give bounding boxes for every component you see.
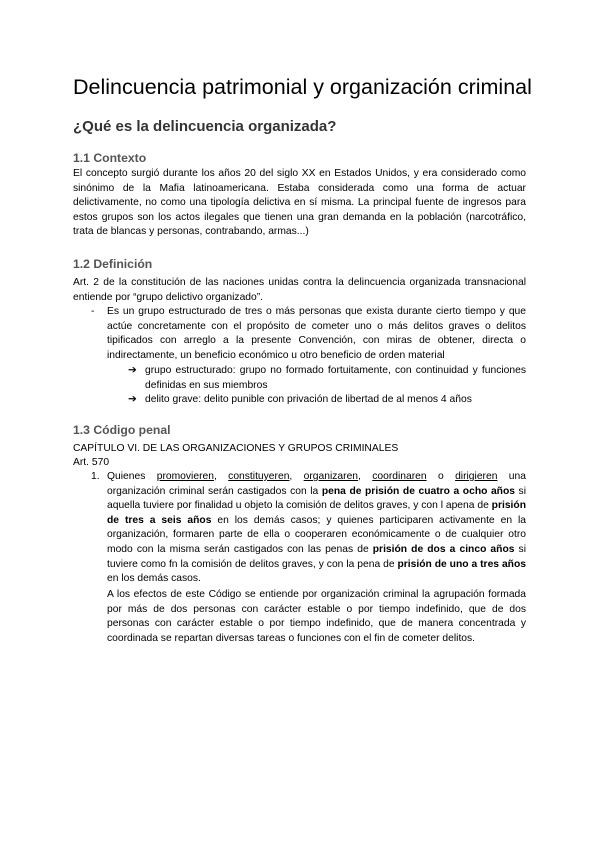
arrow-bullet-icon: ➔ bbox=[128, 394, 137, 405]
context-paragraph: El concepto surgió durante los años 20 del siglo XX en Estados Unidos, y era considerado como sinónimo de la Mafia latinoamericana. Estaba considerada como una forma de actuar delictivamente, no como una tipología delictiva en sí misma. La principal fuente de ingresos para estos grupos son los actos ilegales que tienen una gran demanda en la población (narcotráfico, trata de blancas y personas, contrabando, armas...) bbox=[73, 168, 526, 238]
underlined-term: constituyeren bbox=[228, 471, 290, 482]
article-number: Art. 570 bbox=[73, 457, 110, 468]
bold-penalty: prisión de dos a cinco años bbox=[372, 543, 515, 555]
document-title: Delincuencia patrimonial y organización criminal bbox=[73, 75, 532, 99]
section-heading: ¿Qué es la delincuencia organizada? bbox=[73, 118, 337, 135]
underlined-term: organizaren bbox=[303, 471, 359, 482]
bold-penalty: pena de prisión de cuatro a ocho años bbox=[321, 485, 515, 497]
penal-code-heading: 1.3 Código penal bbox=[73, 423, 171, 437]
sub-item-delito-grave: delito grave: delito punible con privación de libertad de al menos 4 años bbox=[145, 394, 472, 405]
underlined-term: promovieren bbox=[156, 471, 214, 482]
definition-intro: Art. 2 de la constitución de las naciones unidas contra la delincuencia organizada transnacional entiende por “grupo delictivo organizado”. bbox=[73, 277, 526, 303]
definition-dash-item: Es un grupo estructurado de tres o más personas que exista durante cierto tiempo y que actúe concretamente con el propósito de cometer uno o más delitos graves o delitos tipificados con arreglo a la presente Convención, con miras de obtener, directa o indirectamente, un beneficio económico u otro beneficio de orden material bbox=[107, 306, 526, 361]
definition-heading: 1.2 Definición bbox=[73, 257, 153, 271]
bold-penalty: prisión de uno a tres años bbox=[397, 558, 526, 570]
dash-bullet: - bbox=[91, 306, 95, 317]
underlined-term: coordinaren bbox=[372, 471, 427, 482]
underlined-term: dirigieren bbox=[455, 471, 498, 482]
arrow-bullet-icon: ➔ bbox=[128, 365, 137, 376]
sub-item-estructurado: grupo estructurado: grupo no formado fortuitamente, con continuidad y funciones definidas en sus miembros bbox=[145, 365, 526, 391]
list-number: 1. bbox=[91, 471, 100, 482]
context-heading: 1.1 Contexto bbox=[73, 151, 147, 165]
article-paragraph-2: A los efectos de este Código se entiende por organización criminal la agrupación formada por más de dos personas con carácter estable o por tiempo indefinido, que de dos personas con carácter estable o por tiempo indefinido, que de manera concentrada y coordinada se repartan diversas tareas o funciones con el fin de cometer delitos. bbox=[107, 589, 526, 644]
article-paragraph-1: Quienes promovieren, constituyeren, organizaren, coordinaren o dirigieren una organización criminal serán castigados con la pena de prisión de cuatro a ocho años si aquella tuviere por finalidad u objeto la comisión de delitos graves, y con l apena de prisión de tres a seis años en los demás casos; y quienes participaren activamente en la organización, formaren parte de ella o cooperaren económicamente o de cualquier otro modo con la misma serán castigados con las penas de prisión de dos a cinco años si tuviere como fn la comisión de delitos graves, y con la pena de prisión de uno a tres años en los demás casos. bbox=[107, 471, 526, 585]
bold-penalty: prisión de tres a seis años bbox=[107, 500, 526, 526]
chapter-title: CAPÍTULO VI. DE LAS ORGANIZACIONES Y GRUPOS CRIMINALES bbox=[73, 443, 399, 454]
